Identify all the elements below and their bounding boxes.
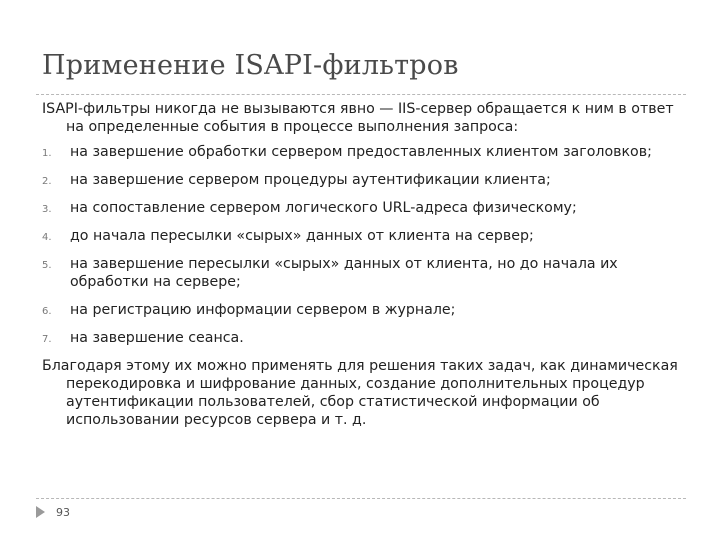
list-number: 5.	[42, 260, 52, 271]
list-item	[42, 329, 682, 347]
slide-title: Применение ISAPI-фильтров	[42, 50, 459, 81]
list-item-text: на завершение сервером процедуры аутентификации клиента;	[70, 172, 551, 188]
list-item-text: до начала пересылки «сырых» данных от клиента на сервер;	[70, 228, 534, 244]
list-item	[42, 171, 682, 189]
page-number: 93	[56, 506, 70, 519]
list-number: 7.	[42, 334, 52, 345]
event-list	[42, 143, 682, 347]
list-item	[42, 227, 682, 245]
list-item	[42, 199, 682, 217]
list-item-text: на завершение сеанса.	[70, 330, 244, 346]
slide-body	[42, 100, 682, 436]
list-item	[42, 301, 682, 319]
title-divider	[36, 94, 686, 95]
conclusion-paragraph: Благодаря этому их можно применять для решения таких задач, как динамическая перекодировка и шифрование данных, создание дополнительных процедур аутентификации пользователей, сбор статистической информации об использовании ресурсов сервера и т. д.	[42, 358, 678, 428]
triangle-marker-icon	[36, 506, 45, 518]
list-item-text: на завершение обработки сервером предоставленных клиентом заголовков;	[70, 144, 652, 160]
list-item-text: на регистрацию информации сервером в журнале;	[70, 302, 456, 318]
list-number: 4.	[42, 232, 52, 243]
list-number: 3.	[42, 204, 52, 215]
list-number: 1.	[42, 148, 52, 159]
list-number: 2.	[42, 176, 52, 187]
list-number: 6.	[42, 306, 52, 317]
list-item-text: на сопоставление сервером логического URL-адреса физическому;	[70, 200, 577, 216]
list-item	[42, 255, 682, 291]
footer-divider	[36, 498, 686, 499]
list-item	[42, 143, 682, 161]
intro-paragraph: ISAPI-фильтры никогда не вызываются явно — IIS-сервер обращается к ним в ответ на определенные события в процессе выполнения запроса:	[42, 101, 674, 135]
list-item-text: на завершение пересылки «сырых» данных от клиента, но до начала их обработки на сервере;	[70, 256, 618, 290]
